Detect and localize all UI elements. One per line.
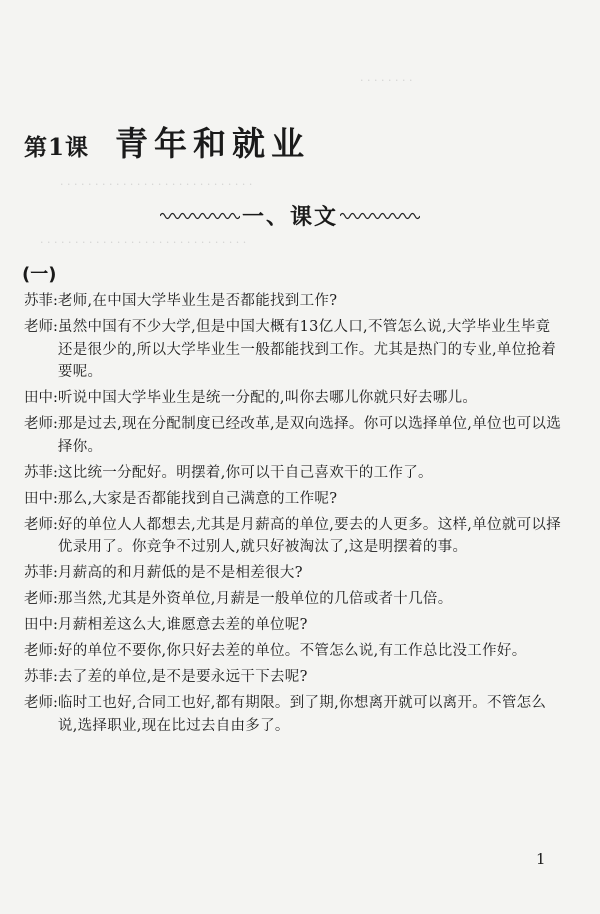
speaker: 老师: xyxy=(24,643,58,659)
utterance: 好的单位不要你,你只好去差的单位。不管怎么说,有工作总比没工作好。 xyxy=(57,643,527,659)
wavy-ornament-right xyxy=(340,210,420,222)
wavy-ornament-left xyxy=(160,210,240,222)
bleed-through-text: · · · · · · · · · · · · · · · · · · · · · · · · · · · · xyxy=(60,178,253,191)
speaker: 田中: xyxy=(24,390,58,406)
dialogue-line xyxy=(24,588,564,611)
speaker: 老师: xyxy=(24,516,58,533)
speaker: 老师: xyxy=(24,695,58,711)
dialogue-line xyxy=(24,640,564,663)
page-number: 1 xyxy=(536,850,546,868)
dialogue-line xyxy=(24,290,564,313)
section-heading xyxy=(160,200,420,234)
speaker: 苏菲: xyxy=(24,464,58,481)
dialogue-line xyxy=(24,488,564,511)
lesson-number: 第1课 xyxy=(24,134,90,161)
utterance: 月薪相差这么大,谁愿意去差的单位呢? xyxy=(57,617,308,633)
dialogue-line xyxy=(24,413,564,458)
dialogue-line xyxy=(24,514,564,559)
speaker: 老师: xyxy=(24,319,58,335)
utterance: 那么,大家是否都能找到自己满意的工作呢? xyxy=(57,490,338,507)
dialogue-line xyxy=(24,562,564,585)
part-label: (一) xyxy=(22,264,57,285)
speaker: 苏菲: xyxy=(24,565,58,581)
lesson-title: 青年和就业 xyxy=(115,124,311,163)
dialogue-line xyxy=(24,316,564,384)
utterance: 这比统一分配好。明摆着,你可以干自己喜欢干的工作了。 xyxy=(57,464,433,481)
bleed-through-text: · · · · · · · · xyxy=(360,74,413,87)
dialogue-line xyxy=(24,462,564,485)
dialogue xyxy=(24,290,564,741)
dialogue-line xyxy=(24,666,564,689)
speaker: 田中: xyxy=(24,617,58,633)
utterance: 去了差的单位,是不是要永远干下去呢? xyxy=(57,669,308,685)
section-label: 一、课文 xyxy=(242,204,339,230)
bleed-through-text: · · · · · · · · · · · · · · · · · · · · · · · · · · · · · · xyxy=(40,236,247,249)
dialogue-line xyxy=(24,387,564,410)
speaker: 苏菲: xyxy=(24,293,58,309)
speaker: 田中: xyxy=(24,490,58,507)
utterance: 好的单位人人都想去,尤其是月薪高的单位,要去的人更多。这样,单位就可以择优录用了。你竞争不过别人,就只好被淘汰了,这是明摆着的事。 xyxy=(57,516,562,555)
utterance: 虽然中国有不少大学,但是中国大概有13亿人口,不管怎么说,大学毕业生毕竟还是很少的,所以大学毕业生一般都能找到工作。尤其是热门的专业,单位抢着要呢。 xyxy=(57,319,557,380)
lesson-heading xyxy=(24,118,310,165)
speaker: 苏菲: xyxy=(24,669,58,685)
utterance: 那当然,尤其是外资单位,月薪是一般单位的几倍或者十几倍。 xyxy=(57,591,453,607)
utterance: 临时工也好,合同工也好,都有期限。到了期,你想离开就可以离开。不管怎么说,选择职业,现在比过去自由多了。 xyxy=(57,695,547,734)
utterance: 老师,在中国大学毕业生是否都能找到工作? xyxy=(57,293,338,309)
dialogue-line xyxy=(24,614,564,637)
utterance: 听说中国大学毕业生是统一分配的,叫你去哪儿你就只好去哪儿。 xyxy=(57,390,478,406)
dialogue-line xyxy=(24,692,564,737)
speaker: 老师: xyxy=(24,591,58,607)
speaker: 老师: xyxy=(24,416,58,432)
utterance: 月薪高的和月薪低的是不是相差很大? xyxy=(57,565,303,581)
utterance: 那是过去,现在分配制度已经改革,是双向选择。你可以选择单位,单位也可以选择你。 xyxy=(57,416,562,455)
